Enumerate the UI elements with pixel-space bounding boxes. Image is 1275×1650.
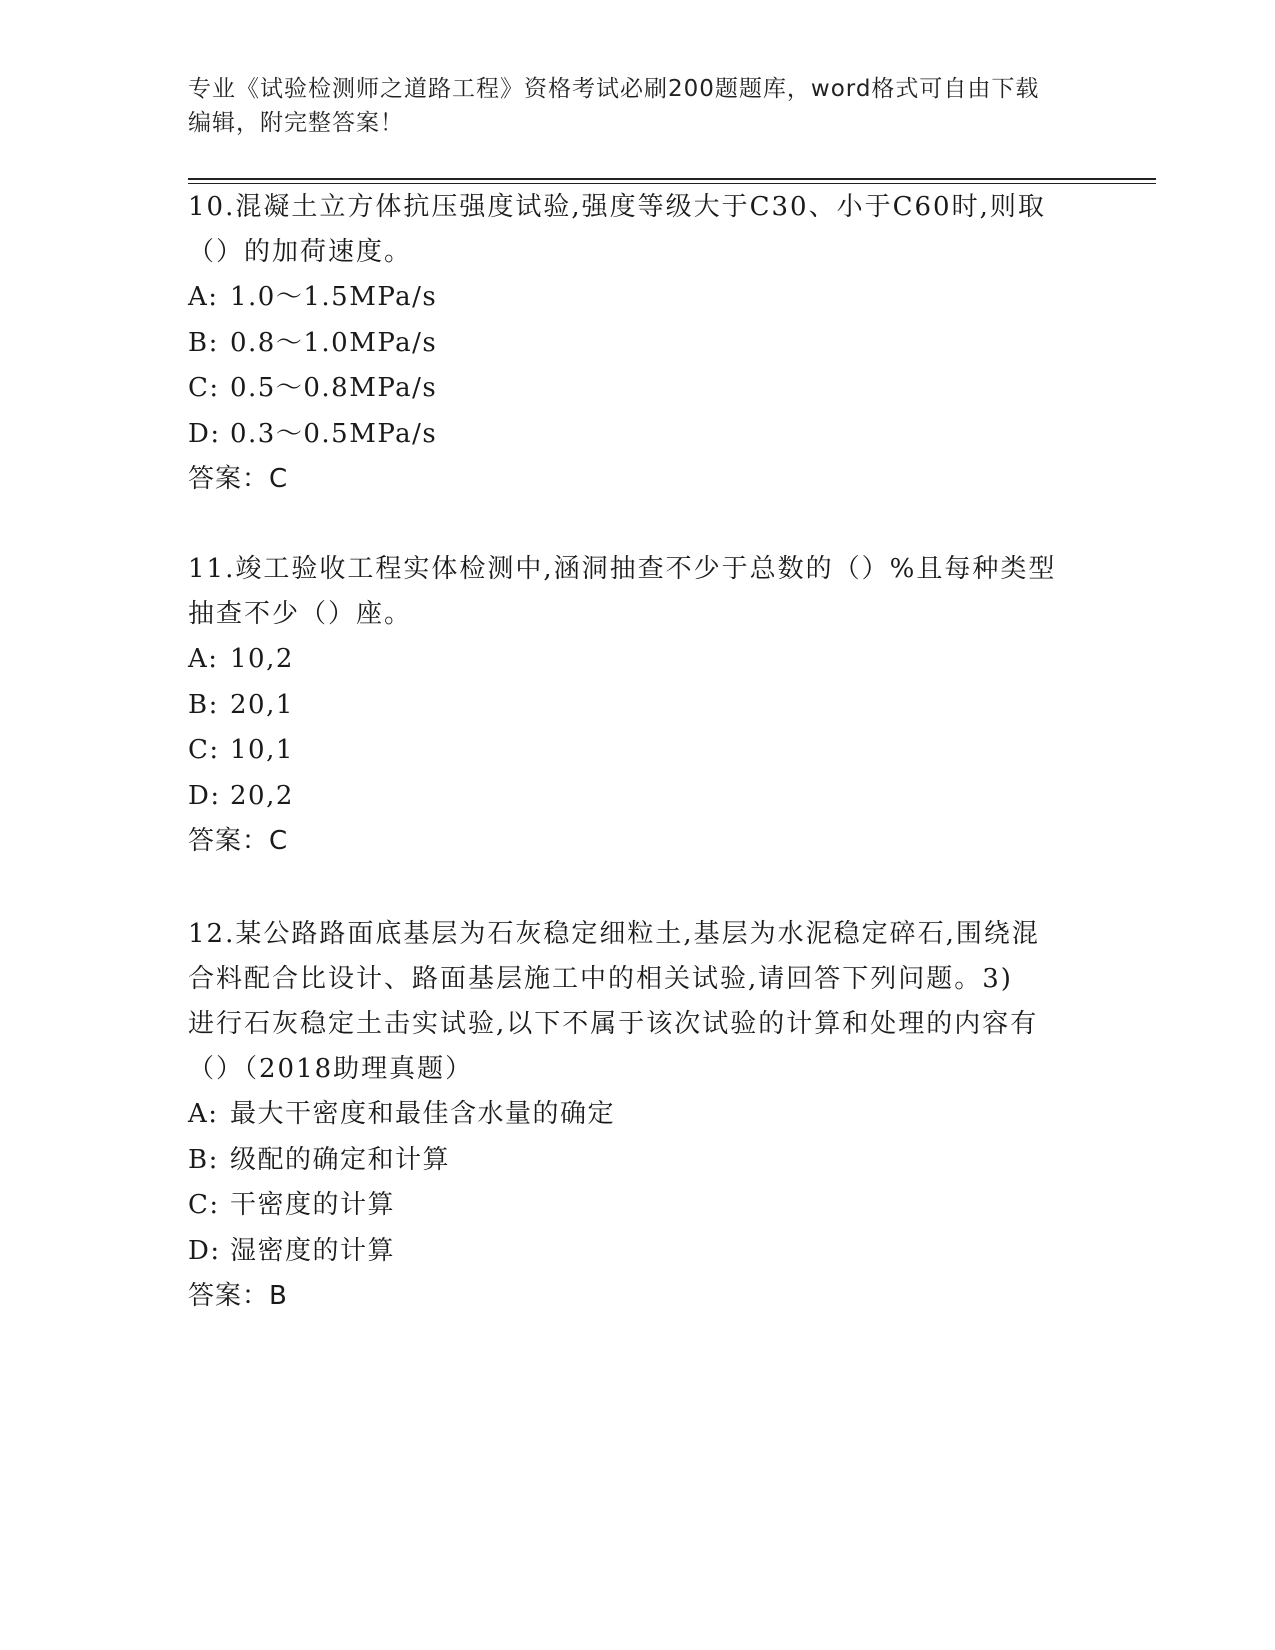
- option-a: [188, 1092, 1088, 1138]
- header-line-1: 专业《试验检测师之道路工程》资格考试必刷200题题库，word格式可自由下载: [188, 76, 1040, 102]
- option-text: 20,2: [230, 780, 294, 811]
- option-key: B:: [188, 1144, 219, 1175]
- stem-line: 11.竣工验收工程实体检测中,涵洞抽查不少于总数的（）%且每种类型: [188, 554, 1057, 584]
- option-d: [188, 412, 1088, 458]
- option-c: [188, 366, 1088, 412]
- option-key: A:: [188, 282, 219, 312]
- option-text: 20,1: [230, 689, 294, 720]
- stem-line: 合料配合比设计、路面基层施工中的相关试验,请回答下列问题。3): [188, 964, 1013, 994]
- option-text: 级配的确定和计算: [230, 1144, 451, 1175]
- header-divider-thick: [188, 178, 1156, 180]
- question-stem: [188, 912, 1088, 1092]
- option-d: [188, 774, 1088, 820]
- option-b: [188, 1138, 1088, 1184]
- stem-line: （）（2018助理真题）: [188, 1054, 474, 1084]
- option-key: B:: [188, 327, 219, 358]
- option-c: [188, 728, 1088, 774]
- header-divider-thin: [188, 183, 1156, 184]
- option-d: [188, 1229, 1088, 1275]
- answer: 答案：B: [188, 1281, 288, 1311]
- option-key: D:: [188, 418, 221, 449]
- option-b: [188, 321, 1088, 367]
- option-text: 湿密度的计算: [230, 1235, 396, 1266]
- option-text: 1.0～1.5MPa/s: [230, 282, 438, 312]
- question-stem: [188, 185, 1088, 275]
- question-12: [188, 912, 1088, 1319]
- stem-line: 12.某公路路面底基层为石灰稳定细粒土,基层为水泥稳定碎石,围绕混: [188, 919, 1040, 949]
- option-text: 10,2: [230, 644, 294, 674]
- option-text: 0.3～0.5MPa/s: [230, 418, 438, 449]
- stem-line: 抽查不少（）座。: [188, 599, 413, 629]
- option-text: 0.8～1.0MPa/s: [230, 327, 438, 358]
- option-text: 0.5～0.8MPa/s: [230, 373, 438, 403]
- option-key: D:: [188, 780, 221, 811]
- option-key: A:: [188, 644, 219, 674]
- option-text: 最大干密度和最佳含水量的确定: [230, 1099, 616, 1129]
- answer: 答案：C: [188, 464, 289, 494]
- document-header: [188, 72, 1068, 140]
- question-11: [188, 547, 1088, 864]
- option-key: D:: [188, 1235, 221, 1266]
- option-key: C:: [188, 373, 220, 403]
- option-text: 干密度的计算: [230, 1190, 396, 1220]
- answer: 答案：C: [188, 826, 289, 856]
- stem-line: （）的加荷速度。: [188, 237, 413, 267]
- option-c: [188, 1183, 1088, 1229]
- question-10: [188, 185, 1088, 502]
- option-b: [188, 683, 1088, 729]
- option-key: A:: [188, 1099, 219, 1129]
- stem-line: 10.混凝土立方体抗压强度试验,强度等级大于C30、小于C60时,则取: [188, 192, 1046, 222]
- option-key: C:: [188, 1190, 220, 1220]
- option-key: C:: [188, 735, 220, 765]
- question-stem: [188, 547, 1088, 637]
- option-text: 10,1: [230, 735, 294, 765]
- stem-line: 进行石灰稳定土击实试验,以下不属于该次试验的计算和处理的内容有: [188, 1009, 1039, 1039]
- option-key: B:: [188, 689, 219, 720]
- header-line-2: 编辑，附完整答案！: [188, 110, 404, 136]
- option-a: [188, 275, 1088, 321]
- option-a: [188, 637, 1088, 683]
